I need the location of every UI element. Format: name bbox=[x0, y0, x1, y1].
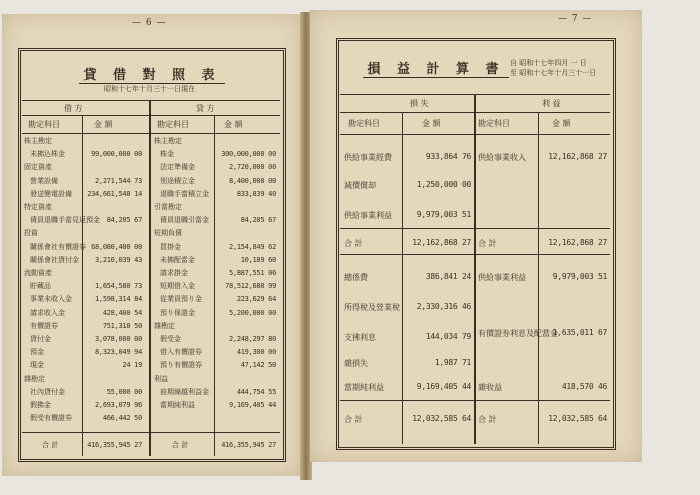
row-label: 預金 bbox=[30, 348, 44, 357]
row-amount: 751,310 50 bbox=[102, 321, 142, 330]
row-amount: 1,987 71 bbox=[434, 358, 471, 367]
row-label: 合 計 bbox=[478, 239, 497, 248]
row-amount: 24 19 bbox=[122, 361, 142, 370]
row-amount: 419,300 00 bbox=[236, 348, 276, 357]
row-amount: 833,839 40 bbox=[236, 189, 276, 198]
row-label: 假受有價證券 bbox=[30, 414, 72, 423]
row-label: 借入有價證券 bbox=[160, 348, 202, 357]
row-amount: 428,400 54 bbox=[102, 308, 142, 317]
debit-side-header: 借 方 bbox=[64, 104, 83, 113]
row-label: 現金 bbox=[30, 361, 44, 370]
row-amount: 9,979,003 51 bbox=[416, 210, 471, 219]
row-amount: 466,442 50 bbox=[102, 414, 142, 423]
row-label: 未拂配當金 bbox=[160, 255, 195, 264]
row-label: 供給事業利益 bbox=[478, 273, 526, 282]
row-label: 雜勘定 bbox=[24, 374, 45, 383]
row-amount: 2,693,079 96 bbox=[95, 401, 142, 409]
credit-total-amount: 416,355,945 27 bbox=[221, 441, 276, 449]
row-label: 假受金 bbox=[160, 335, 181, 343]
row-label: 關係會社有價證券 bbox=[30, 242, 86, 251]
row-label: 減價償却 bbox=[344, 181, 376, 190]
row-amount: 2,154,849 62 bbox=[229, 242, 276, 251]
row-label: 短期負債 bbox=[154, 229, 182, 238]
row-label: 雜收益 bbox=[478, 383, 502, 392]
row-label: 株金 bbox=[160, 150, 174, 159]
row-amount: 12,162,868 27 bbox=[548, 152, 607, 161]
row-label: 支拂利息 bbox=[344, 333, 376, 342]
row-label: 利益 bbox=[154, 374, 168, 383]
row-label: 退職手當積立金 bbox=[160, 189, 209, 198]
row-label: 株主勘定 bbox=[154, 137, 182, 145]
credit-side-header: 貸 方 bbox=[196, 104, 215, 113]
row-label: 有價證券利息及配當金 bbox=[478, 329, 558, 338]
row-amount: 418,570 46 bbox=[561, 382, 607, 391]
row-amount: 300,000,000 00 bbox=[221, 150, 276, 159]
row-amount: 234,661,548 14 bbox=[87, 189, 142, 198]
row-amount: 1,654,580 73 bbox=[95, 282, 142, 291]
row-amount: 933,864 76 bbox=[425, 152, 471, 161]
row-label: 當期純利益 bbox=[160, 401, 195, 409]
row-amount: 386,841 24 bbox=[425, 272, 471, 281]
row-label: 請求掛金 bbox=[160, 269, 188, 277]
row-label: 短期借入金 bbox=[160, 282, 195, 291]
row-label: 債員退職手當見返預金 bbox=[30, 216, 100, 225]
row-label: 所得稅及營業稅 bbox=[344, 303, 400, 312]
profit-col-amount: 金 額 bbox=[552, 119, 571, 128]
row-amount: 3,078,000 00 bbox=[95, 335, 142, 343]
row-amount: 12,032,585 64 bbox=[412, 414, 471, 423]
loss-col-amount: 金 額 bbox=[422, 119, 441, 128]
row-label: 從業員預り金 bbox=[160, 295, 202, 304]
row-label: 合 計 bbox=[344, 239, 363, 248]
row-label: 有價證券 bbox=[30, 321, 58, 330]
row-label: 流動資產 bbox=[24, 269, 52, 277]
row-amount: 2,330,316 46 bbox=[416, 302, 471, 311]
balance-sheet-title: 貸 借 對 照 表 bbox=[18, 64, 286, 83]
row-label: 株主勘定 bbox=[24, 137, 52, 145]
profit-side-header: 利 益 bbox=[542, 99, 561, 108]
row-amount: 10,189 60 bbox=[240, 255, 276, 264]
debit-col-subject: 勘定科目 bbox=[28, 120, 60, 129]
row-label: 營業設備 bbox=[30, 176, 58, 185]
row-label: 貯藏品 bbox=[30, 282, 51, 291]
row-amount: 444,754 55 bbox=[236, 387, 276, 396]
row-amount: 12,032,585 64 bbox=[548, 414, 607, 423]
row-amount: 3,210,039 43 bbox=[95, 255, 142, 264]
row-label: 預り有價證券 bbox=[160, 361, 202, 370]
row-amount: 2,271,544 73 bbox=[95, 176, 142, 185]
row-label: 關係會社貸付金 bbox=[30, 255, 79, 264]
page-number-left: — 6 — bbox=[132, 18, 167, 28]
row-label: 固定資產 bbox=[24, 163, 52, 172]
row-label: 買掛金 bbox=[160, 242, 181, 251]
row-amount: 9,979,003 51 bbox=[552, 272, 607, 281]
row-amount: 144,034 79 bbox=[425, 332, 471, 341]
row-label: 供給事業收入 bbox=[478, 153, 526, 162]
row-label: 法定準備金 bbox=[160, 163, 195, 172]
row-amount: 84,205 67 bbox=[106, 216, 142, 225]
income-statement-title: 損 益 計 算 書 bbox=[336, 58, 536, 77]
row-amount: 1,635,011 67 bbox=[552, 328, 607, 337]
row-label: 預り保證金 bbox=[160, 308, 195, 317]
row-label: 別途積立金 bbox=[160, 176, 195, 185]
row-label: 請求收入金 bbox=[30, 308, 65, 317]
row-label: 特定資產 bbox=[24, 203, 52, 211]
row-amount: 12,162,868 27 bbox=[412, 238, 471, 247]
debit-total-amount: 416,355,945 27 bbox=[87, 441, 142, 449]
row-amount: 99,000,000 00 bbox=[91, 150, 142, 159]
row-amount: 55,000 00 bbox=[106, 387, 142, 396]
debit-total-label: 合 計 bbox=[42, 441, 59, 449]
loss-side-header: 損 失 bbox=[410, 99, 429, 108]
row-label: 引當勘定 bbox=[154, 203, 182, 211]
row-amount: 9,169,405 44 bbox=[229, 401, 276, 409]
right-page bbox=[310, 10, 642, 462]
row-label: 合 計 bbox=[344, 415, 363, 424]
row-label: 貸付金 bbox=[30, 335, 51, 343]
row-label: 前期繰越利益金 bbox=[160, 387, 209, 396]
row-label: 供給事業經費 bbox=[344, 153, 392, 162]
row-label: 雜勘定 bbox=[154, 321, 175, 330]
row-amount: 9,169,405 44 bbox=[416, 382, 471, 391]
row-label: 雜損失 bbox=[344, 359, 368, 368]
row-amount: 84,205 67 bbox=[240, 216, 276, 225]
period-from: 自 昭和十七年四月 一 日 bbox=[510, 59, 587, 67]
row-label: 當期純利益 bbox=[344, 383, 384, 392]
debit-col-amount: 金 額 bbox=[94, 120, 113, 129]
row-label: 未拂込株金 bbox=[30, 150, 65, 159]
row-amount: 47,142 50 bbox=[240, 361, 276, 370]
row-amount: 2,720,000 00 bbox=[229, 163, 276, 172]
row-label: 發送變電設備 bbox=[30, 189, 72, 198]
left-page bbox=[2, 14, 302, 476]
period-to: 至 昭和十七年十月三十一日 bbox=[510, 69, 597, 77]
row-amount: 8,323,049 94 bbox=[95, 348, 142, 357]
row-amount: 78,512,680 99 bbox=[225, 282, 276, 291]
row-amount: 2,248,297 80 bbox=[229, 335, 276, 343]
row-amount: 5,887,551 06 bbox=[229, 269, 276, 277]
profit-col-subject: 勘定科目 bbox=[478, 119, 510, 128]
credit-col-subject: 勘定科目 bbox=[157, 120, 189, 129]
balance-sheet-date: 昭和十七年十月三十一日現在 bbox=[104, 85, 195, 93]
row-amount: 1,598,314 84 bbox=[95, 295, 142, 304]
row-amount: 68,080,400 00 bbox=[91, 242, 142, 251]
row-label: 總係費 bbox=[344, 273, 368, 282]
credit-col-amount: 金 額 bbox=[224, 120, 243, 129]
row-label: 社內貸付金 bbox=[30, 387, 65, 396]
row-amount: 5,200,000 00 bbox=[229, 308, 276, 317]
row-label: 假拂金 bbox=[30, 401, 51, 409]
row-amount: 8,400,000 00 bbox=[229, 176, 276, 185]
page-number-right: — 7 — bbox=[558, 14, 593, 24]
row-amount: 12,162,868 27 bbox=[548, 238, 607, 247]
row-label: 事業未收入金 bbox=[30, 295, 72, 304]
loss-col-subject: 勘定科目 bbox=[348, 119, 380, 128]
row-amount: 1,250,000 00 bbox=[416, 180, 471, 189]
row-label: 投資 bbox=[24, 229, 38, 238]
row-label: 供給事業利益 bbox=[344, 211, 392, 220]
row-label: 合 計 bbox=[478, 415, 497, 424]
row-amount: 223,629 64 bbox=[236, 295, 276, 304]
credit-total-label: 合 計 bbox=[172, 441, 189, 449]
row-label: 債員退職引當金 bbox=[160, 216, 209, 225]
